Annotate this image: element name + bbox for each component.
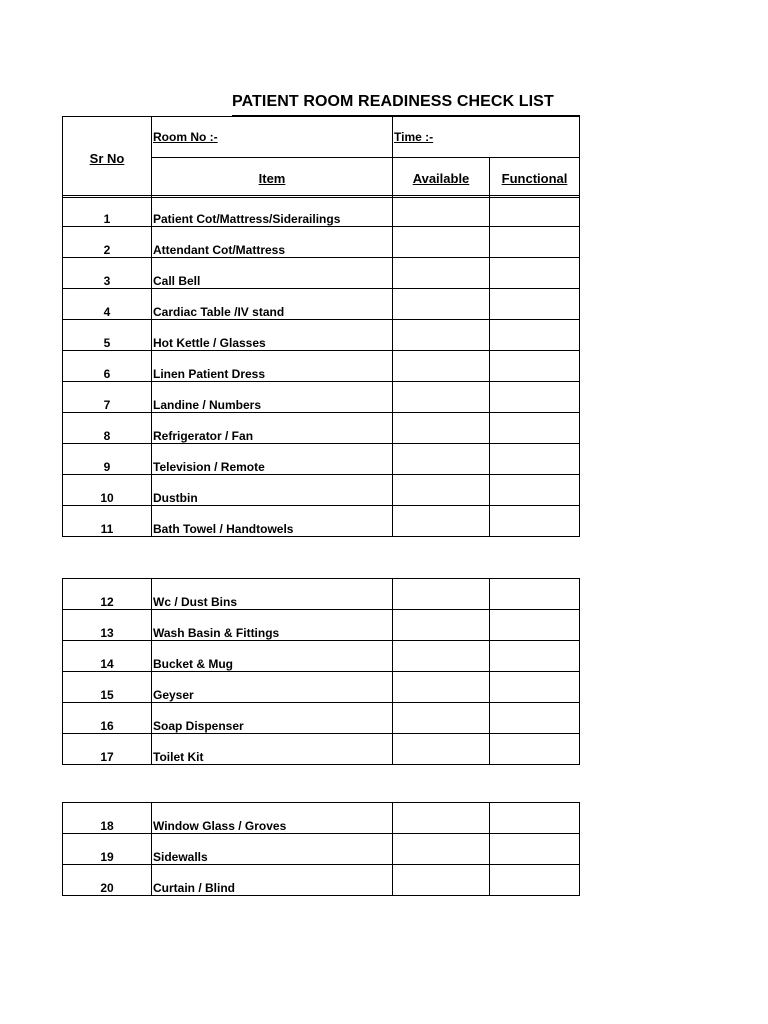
- table-row: [63, 475, 580, 506]
- table-row: [63, 641, 580, 672]
- item-cell: Television / Remote: [152, 444, 393, 475]
- sr-no-cell: 18: [63, 803, 152, 834]
- sr-no-header: Sr No: [63, 117, 152, 198]
- sr-no-cell: 16: [63, 703, 152, 734]
- table-row: [63, 834, 580, 865]
- table-row: [63, 672, 580, 703]
- available-check-cell[interactable]: [393, 672, 490, 703]
- sr-no-cell: 3: [63, 258, 152, 289]
- sr-no-cell: 8: [63, 413, 152, 444]
- sr-no-cell: 17: [63, 734, 152, 765]
- available-check-cell[interactable]: [393, 196, 490, 227]
- table-row: [63, 803, 580, 834]
- functional-check-cell[interactable]: [490, 703, 580, 734]
- available-check-cell[interactable]: [393, 734, 490, 765]
- functional-check-cell[interactable]: [490, 382, 580, 413]
- sr-no-cell: 4: [63, 289, 152, 320]
- sr-no-cell: 19: [63, 834, 152, 865]
- sr-no-cell: 10: [63, 475, 152, 506]
- functional-check-cell[interactable]: [490, 803, 580, 834]
- checklist-section-walls: [62, 802, 580, 896]
- available-check-cell[interactable]: [393, 413, 490, 444]
- table-row: [63, 734, 580, 765]
- available-check-cell[interactable]: [393, 227, 490, 258]
- item-cell: Wash Basin & Fittings: [152, 610, 393, 641]
- functional-check-cell[interactable]: [490, 865, 580, 896]
- functional-check-cell[interactable]: [490, 475, 580, 506]
- table-row: [63, 382, 580, 413]
- table-row: [63, 351, 580, 382]
- sr-no-cell: 14: [63, 641, 152, 672]
- item-cell: Refrigerator / Fan: [152, 413, 393, 444]
- functional-column-header: Functional: [490, 158, 580, 198]
- item-cell: Wc / Dust Bins: [152, 579, 393, 610]
- functional-check-cell[interactable]: [490, 196, 580, 227]
- item-cell: Soap Dispenser: [152, 703, 393, 734]
- functional-check-cell[interactable]: [490, 506, 580, 537]
- item-cell: Toilet Kit: [152, 734, 393, 765]
- item-cell: Sidewalls: [152, 834, 393, 865]
- available-check-cell[interactable]: [393, 289, 490, 320]
- sr-no-cell: 7: [63, 382, 152, 413]
- available-check-cell[interactable]: [393, 834, 490, 865]
- available-check-cell[interactable]: [393, 351, 490, 382]
- item-cell: Bath Towel / Handtowels: [152, 506, 393, 537]
- functional-check-cell[interactable]: [490, 227, 580, 258]
- available-check-cell[interactable]: [393, 803, 490, 834]
- available-check-cell[interactable]: [393, 506, 490, 537]
- room-no-field[interactable]: Room No :-: [152, 117, 393, 158]
- available-check-cell[interactable]: [393, 641, 490, 672]
- sr-no-cell: 13: [63, 610, 152, 641]
- table-row: [63, 865, 580, 896]
- functional-check-cell[interactable]: [490, 579, 580, 610]
- functional-check-cell[interactable]: [490, 610, 580, 641]
- page-title: PATIENT ROOM READINESS CHECK LIST: [232, 93, 554, 110]
- table-row: [63, 579, 580, 610]
- item-cell: Hot Kettle / Glasses: [152, 320, 393, 351]
- item-cell: Call Bell: [152, 258, 393, 289]
- functional-check-cell[interactable]: [490, 320, 580, 351]
- available-check-cell[interactable]: [393, 703, 490, 734]
- sr-no-cell: 15: [63, 672, 152, 703]
- sr-no-cell: 12: [63, 579, 152, 610]
- functional-check-cell[interactable]: [490, 413, 580, 444]
- item-cell: Geyser: [152, 672, 393, 703]
- available-check-cell[interactable]: [393, 320, 490, 351]
- item-cell: Cardiac Table /IV stand: [152, 289, 393, 320]
- table-row: [63, 703, 580, 734]
- available-check-cell[interactable]: [393, 444, 490, 475]
- table-row: [63, 506, 580, 537]
- table-row: [63, 289, 580, 320]
- table-row: [63, 196, 580, 227]
- item-cell: Window Glass / Groves: [152, 803, 393, 834]
- available-check-cell[interactable]: [393, 865, 490, 896]
- functional-check-cell[interactable]: [490, 734, 580, 765]
- sr-no-cell: 2: [63, 227, 152, 258]
- functional-check-cell[interactable]: [490, 351, 580, 382]
- sr-no-cell: 9: [63, 444, 152, 475]
- available-check-cell[interactable]: [393, 475, 490, 506]
- available-check-cell[interactable]: [393, 382, 490, 413]
- checklist-header-table: [62, 116, 580, 198]
- table-row: [63, 444, 580, 475]
- checklist-section-bathroom: [62, 578, 580, 765]
- item-cell: Bucket & Mug: [152, 641, 393, 672]
- table-row: [63, 610, 580, 641]
- time-field[interactable]: Time :-: [393, 117, 580, 158]
- table-row: [63, 227, 580, 258]
- sr-no-cell: 1: [63, 196, 152, 227]
- functional-check-cell[interactable]: [490, 444, 580, 475]
- item-cell: Linen Patient Dress: [152, 351, 393, 382]
- sr-no-cell: 20: [63, 865, 152, 896]
- functional-check-cell[interactable]: [490, 289, 580, 320]
- item-cell: Attendant Cot/Mattress: [152, 227, 393, 258]
- available-column-header: Available: [393, 158, 490, 198]
- table-row: [63, 413, 580, 444]
- table-row: [63, 320, 580, 351]
- functional-check-cell[interactable]: [490, 641, 580, 672]
- checklist-section-room: [62, 195, 580, 537]
- item-cell: Dustbin: [152, 475, 393, 506]
- sr-no-cell: 6: [63, 351, 152, 382]
- item-column-header: Item: [152, 158, 393, 198]
- available-check-cell[interactable]: [393, 579, 490, 610]
- item-cell: Patient Cot/Mattress/Siderailings: [152, 196, 393, 227]
- functional-check-cell[interactable]: [490, 672, 580, 703]
- functional-check-cell[interactable]: [490, 834, 580, 865]
- available-check-cell[interactable]: [393, 610, 490, 641]
- sr-no-cell: 11: [63, 506, 152, 537]
- table-row: [63, 258, 580, 289]
- item-cell: Landine / Numbers: [152, 382, 393, 413]
- functional-check-cell[interactable]: [490, 258, 580, 289]
- sr-no-cell: 5: [63, 320, 152, 351]
- item-cell: Curtain / Blind: [152, 865, 393, 896]
- available-check-cell[interactable]: [393, 258, 490, 289]
